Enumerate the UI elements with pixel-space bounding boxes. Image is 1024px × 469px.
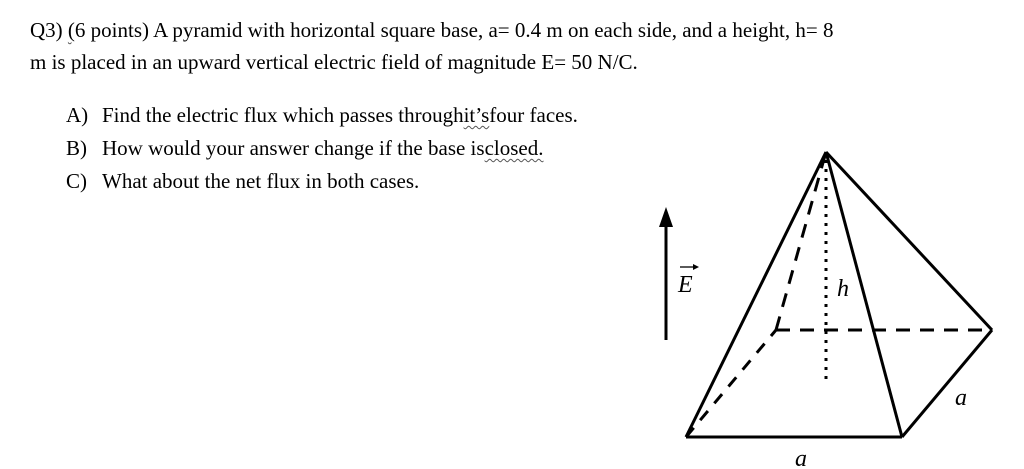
part-text: Find the electric flux which passes through <box>102 103 464 127</box>
apex-edge-front-left <box>686 152 826 437</box>
height-label: h <box>837 276 849 302</box>
part-letter: C) <box>66 169 87 193</box>
question-line-2: m is placed in an upward vertical electric field of magnitude E= 50 N/C. <box>30 50 638 74</box>
part-text-after: four faces. <box>489 103 578 127</box>
marked-word: it’s <box>463 103 490 127</box>
part-letter: A) <box>66 103 89 127</box>
base-right-edge <box>902 330 992 437</box>
side-label-right: a <box>955 385 967 411</box>
vector-arrow-tip <box>693 264 699 270</box>
part-text: What about the net flux in both cases. <box>102 169 420 193</box>
question-number: Q3) <box>30 18 63 42</box>
points-value: 6 points) <box>74 18 150 42</box>
pyramid-hidden-edges <box>776 152 992 330</box>
part-letter: B) <box>66 136 87 160</box>
field-label: E <box>678 272 693 298</box>
points-open: ( <box>67 18 75 42</box>
field-arrow-head <box>659 207 673 227</box>
electric-field-arrow <box>659 207 673 340</box>
question-line1-text: A pyramid with horizontal square base, a= 0.4 m on each side, and a height, h= 8 <box>153 18 834 42</box>
part-text: How would your answer change if the base is <box>102 136 485 160</box>
side-label-bottom: a <box>795 446 807 469</box>
marked-word: closed. <box>484 136 544 160</box>
